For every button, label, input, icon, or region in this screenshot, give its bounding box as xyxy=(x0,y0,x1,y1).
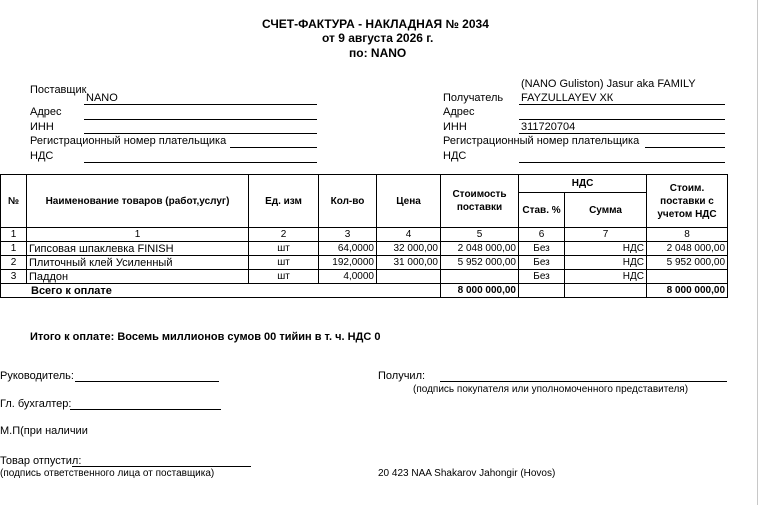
row-qty: 192,0000 xyxy=(319,256,377,270)
row-name: Гипсовая шпаклевка FINISH xyxy=(27,242,249,256)
row-nds-rate: Без xyxy=(519,256,565,270)
total-with-nds: 8 000 000,00 xyxy=(647,284,728,298)
supplier-value: NANO xyxy=(86,92,118,104)
received-signature-line xyxy=(440,381,727,382)
total-nds-sum-empty xyxy=(565,284,647,298)
recipient-vat-reg-underline xyxy=(645,147,725,148)
header-nds: НДС xyxy=(519,175,647,193)
row-cost xyxy=(441,270,519,284)
total-row xyxy=(1,284,728,298)
row-nds-rate: Без xyxy=(519,270,565,284)
invoice-title: СЧЕТ-ФАКТУРА - НАКЛАДНАЯ № 2034 xyxy=(262,17,489,31)
header-cost: Стоимость поставки xyxy=(441,175,519,228)
supplier-inn-underline xyxy=(84,133,317,134)
row-cost: 2 048 000,00 xyxy=(441,242,519,256)
supplier-underline xyxy=(84,104,317,105)
row-name: Плиточный клей Усиленный xyxy=(27,256,249,270)
col-number: 3 xyxy=(319,228,377,242)
row-cost: 5 952 000,00 xyxy=(441,256,519,270)
col-number: 1 xyxy=(1,228,27,242)
row-total: 5 952 000,00 xyxy=(647,256,728,270)
col-number: 7 xyxy=(565,228,647,242)
header-price: Цена xyxy=(377,175,441,228)
recipient-label: Получатель xyxy=(443,92,504,104)
amount-in-words: Итого к оплате: Восемь миллионов сумов 00 тийин в т. ч. НДС 0 xyxy=(30,331,381,343)
table-row xyxy=(1,242,728,256)
table-row xyxy=(1,270,728,284)
header-name: Наименование товаров (работ,услуг) xyxy=(27,175,249,228)
recipient-inn-value: 311720704 xyxy=(521,121,576,133)
col-number: 1 xyxy=(27,228,249,242)
col-number: 5 xyxy=(441,228,519,242)
page-edge-line xyxy=(757,0,758,505)
supplier-nds-underline xyxy=(84,162,317,163)
row-num: 3 xyxy=(1,270,27,284)
supplier-address-label: Адрес xyxy=(30,106,62,118)
supplier-vat-reg-underline xyxy=(230,147,317,148)
col-number: 6 xyxy=(519,228,565,242)
footer-note: 20 423 NAA Shakarov Jahongir (Hovos) xyxy=(378,468,556,479)
total-cost: 8 000 000,00 xyxy=(441,284,519,298)
received-caption: (подпись покупателя или уполномоченного представителя) xyxy=(413,384,689,395)
recipient-address-underline xyxy=(519,119,725,120)
recipient-value-line2: FAYZULLAYEV ХК xyxy=(521,92,614,104)
row-nds-sum: НДС xyxy=(565,256,647,270)
header-qty: Кол-во xyxy=(319,175,377,228)
released-signature-line xyxy=(72,466,251,467)
supplier-nds-label: НДС xyxy=(30,150,54,162)
stamp-label: М.П(при наличии xyxy=(0,425,88,437)
row-num: 1 xyxy=(1,242,27,256)
recipient-address-label: Адрес xyxy=(443,106,475,118)
row-unit: шт xyxy=(249,270,319,284)
invoice-contract: по: NANO xyxy=(349,46,407,60)
recipient-vat-reg-label: Регистрационный номер плательщика xyxy=(443,135,640,147)
released-caption: (подпись ответственного лица от поставщика) xyxy=(0,468,215,479)
row-nds-rate: Без xyxy=(519,242,565,256)
supplier-address-underline xyxy=(84,119,317,120)
invoice-date: от 9 августа 2026 г. xyxy=(322,31,434,45)
row-unit: шт xyxy=(249,242,319,256)
header-unit: Ед. изм xyxy=(249,175,319,228)
header-num: № xyxy=(1,175,27,228)
supplier-label: Поставщик xyxy=(30,84,87,96)
header-nds-rate: Став. % xyxy=(519,193,565,228)
recipient-nds-underline xyxy=(519,162,725,163)
col-number: 8 xyxy=(647,228,728,242)
recipient-inn-label: ИНН xyxy=(443,121,467,133)
row-total: 2 048 000,00 xyxy=(647,242,728,256)
received-label: Получил: xyxy=(378,370,426,382)
row-nds-sum: НДС xyxy=(565,242,647,256)
row-total xyxy=(647,270,728,284)
row-num: 2 xyxy=(1,256,27,270)
head-label: Руководитель: xyxy=(0,370,74,382)
row-name: Паддон xyxy=(27,270,249,284)
accountant-signature-line xyxy=(70,409,221,410)
accountant-label: Гл. бухгалтер: xyxy=(0,398,72,410)
row-price xyxy=(377,270,441,284)
released-label: Товар отпустил: xyxy=(0,455,82,467)
recipient-inn-underline xyxy=(519,133,725,134)
header-nds-sum: Сумма xyxy=(565,193,647,228)
row-price: 31 000,00 xyxy=(377,256,441,270)
invoice-table xyxy=(0,174,728,298)
supplier-inn-label: ИНН xyxy=(30,121,54,133)
recipient-underline xyxy=(519,104,725,105)
row-nds-sum: НДС xyxy=(565,270,647,284)
row-unit: шт xyxy=(249,256,319,270)
row-qty: 64,0000 xyxy=(319,242,377,256)
header-total-with-nds: Стоим. поставки с учетом НДС xyxy=(647,175,728,228)
recipient-value-line1: (NANO Guliston) Jasur aka FAMILY xyxy=(521,78,696,90)
head-signature-line xyxy=(75,381,219,382)
col-number: 4 xyxy=(377,228,441,242)
table-row xyxy=(1,256,728,270)
row-qty: 4,0000 xyxy=(319,270,377,284)
total-nds-rate-empty xyxy=(519,284,565,298)
row-price: 32 000,00 xyxy=(377,242,441,256)
col-number: 2 xyxy=(249,228,319,242)
total-label: Всего к оплате xyxy=(1,284,441,298)
supplier-vat-reg-label: Регистрационный номер плательщика xyxy=(30,135,227,147)
recipient-nds-label: НДС xyxy=(443,150,467,162)
